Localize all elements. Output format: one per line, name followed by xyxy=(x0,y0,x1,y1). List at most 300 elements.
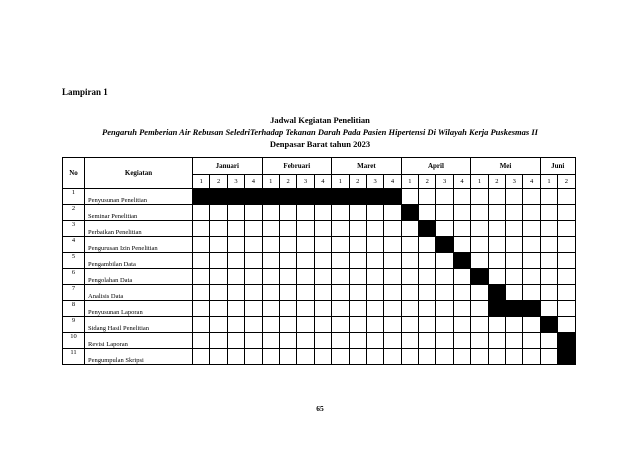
schedule-cell xyxy=(349,237,366,253)
schedule-cell xyxy=(193,269,210,285)
schedule-cell xyxy=(506,221,523,237)
schedule-cell-filled xyxy=(332,189,349,205)
row-number: 11 xyxy=(63,349,85,365)
week-header: 3 xyxy=(297,175,314,189)
week-header: 2 xyxy=(419,175,436,189)
schedule-cell xyxy=(366,269,383,285)
schedule-cell xyxy=(245,285,262,301)
schedule-cell xyxy=(419,237,436,253)
schedule-cell xyxy=(314,237,331,253)
schedule-cell xyxy=(227,205,244,221)
schedule-cell xyxy=(314,285,331,301)
table-row xyxy=(63,301,576,317)
schedule-cell xyxy=(314,301,331,317)
schedule-cell xyxy=(314,349,331,365)
schedule-cell xyxy=(506,285,523,301)
schedule-cell xyxy=(419,333,436,349)
schedule-cell xyxy=(349,349,366,365)
schedule-cell-filled xyxy=(471,269,488,285)
activity-name: Pengumpulan Skripsi xyxy=(85,349,193,365)
schedule-cell xyxy=(262,237,279,253)
schedule-cell xyxy=(453,333,470,349)
schedule-cell xyxy=(227,317,244,333)
week-header: 3 xyxy=(227,175,244,189)
activity-name: Perbaikan Penelitian xyxy=(85,221,193,237)
schedule-cell xyxy=(436,333,453,349)
schedule-cell xyxy=(506,349,523,365)
schedule-cell xyxy=(384,285,401,301)
schedule-cell-filled xyxy=(523,301,540,317)
schedule-cell xyxy=(419,285,436,301)
month-header-row xyxy=(63,158,576,175)
schedule-cell xyxy=(210,317,227,333)
schedule-cell xyxy=(193,333,210,349)
schedule-cell xyxy=(419,269,436,285)
schedule-cell xyxy=(210,301,227,317)
week-header: 1 xyxy=(193,175,210,189)
schedule-cell xyxy=(436,301,453,317)
schedule-cell-filled xyxy=(558,349,575,365)
schedule-cell xyxy=(297,237,314,253)
schedule-cell xyxy=(193,301,210,317)
schedule-cell xyxy=(297,253,314,269)
schedule-cell xyxy=(384,205,401,221)
schedule-cell xyxy=(210,221,227,237)
schedule-cell xyxy=(262,301,279,317)
schedule-cell xyxy=(314,317,331,333)
schedule-cell xyxy=(471,301,488,317)
schedule-cell xyxy=(227,349,244,365)
schedule-cell xyxy=(523,205,540,221)
schedule-cell xyxy=(384,237,401,253)
schedule-cell xyxy=(401,285,418,301)
schedule-cell xyxy=(227,269,244,285)
schedule-cell xyxy=(401,237,418,253)
table-row xyxy=(63,189,576,205)
schedule-cell xyxy=(506,237,523,253)
schedule-title: Jadwal Kegiatan Penelitian xyxy=(270,115,370,125)
row-number: 6 xyxy=(63,269,85,285)
schedule-cell xyxy=(279,333,296,349)
schedule-cell xyxy=(436,253,453,269)
activity-name: Analisis Data xyxy=(85,285,193,301)
schedule-cell xyxy=(297,333,314,349)
month-header: Maret xyxy=(332,158,402,175)
schedule-cell-filled xyxy=(262,189,279,205)
week-header: 2 xyxy=(558,175,575,189)
schedule-cell xyxy=(523,237,540,253)
table-row xyxy=(63,285,576,301)
schedule-cell xyxy=(245,269,262,285)
research-title: Pengaruh Pemberian Air Rebusan SeledriTerhadap Tekanan Darah Pada Pasien Hipertensi Di Wilayah Kerja Puskesmas II xyxy=(102,127,538,137)
row-number: 3 xyxy=(63,221,85,237)
schedule-cell xyxy=(384,301,401,317)
schedule-cell-filled xyxy=(279,189,296,205)
schedule-cell xyxy=(332,317,349,333)
schedule-cell xyxy=(314,221,331,237)
week-header: 1 xyxy=(540,175,557,189)
schedule-cell xyxy=(471,349,488,365)
schedule-cell xyxy=(210,269,227,285)
schedule-cell-filled xyxy=(540,317,557,333)
schedule-cell xyxy=(540,237,557,253)
schedule-cell xyxy=(332,333,349,349)
week-header: 4 xyxy=(453,175,470,189)
schedule-cell xyxy=(540,333,557,349)
schedule-cell xyxy=(279,317,296,333)
schedule-cell xyxy=(558,301,575,317)
schedule-cell-filled xyxy=(419,221,436,237)
row-number: 10 xyxy=(63,333,85,349)
schedule-cell-filled xyxy=(245,189,262,205)
schedule-cell xyxy=(540,285,557,301)
schedule-cell xyxy=(245,221,262,237)
schedule-cell xyxy=(262,349,279,365)
schedule-cell xyxy=(558,205,575,221)
schedule-cell xyxy=(366,349,383,365)
schedule-cell xyxy=(384,349,401,365)
schedule-cell xyxy=(488,205,505,221)
schedule-cell xyxy=(332,253,349,269)
schedule-cell xyxy=(279,269,296,285)
schedule-cell xyxy=(419,301,436,317)
activity-name: Pengambilan Data xyxy=(85,253,193,269)
schedule-cell-filled xyxy=(506,301,523,317)
schedule-cell xyxy=(401,301,418,317)
schedule-cell xyxy=(453,189,470,205)
schedule-cell xyxy=(193,253,210,269)
table-row xyxy=(63,333,576,349)
schedule-cell xyxy=(540,221,557,237)
schedule-cell xyxy=(506,317,523,333)
schedule-cell xyxy=(366,317,383,333)
schedule-cell xyxy=(523,285,540,301)
schedule-cell xyxy=(436,269,453,285)
schedule-cell xyxy=(332,221,349,237)
schedule-cell xyxy=(384,221,401,237)
schedule-cell xyxy=(471,253,488,269)
schedule-cell xyxy=(453,317,470,333)
schedule-cell xyxy=(210,349,227,365)
schedule-cell xyxy=(366,221,383,237)
schedule-cell xyxy=(349,317,366,333)
schedule-cell-filled xyxy=(210,189,227,205)
activity-name: Pengurusan Izin Penelitian xyxy=(85,237,193,253)
schedule-cell xyxy=(210,205,227,221)
schedule-cell xyxy=(366,253,383,269)
schedule-cell-filled xyxy=(558,333,575,349)
week-header: 2 xyxy=(279,175,296,189)
schedule-cell xyxy=(488,269,505,285)
week-header: 3 xyxy=(436,175,453,189)
schedule-cell xyxy=(245,333,262,349)
schedule-cell xyxy=(210,285,227,301)
schedule-cell xyxy=(262,317,279,333)
week-header: 3 xyxy=(366,175,383,189)
schedule-cell xyxy=(558,317,575,333)
schedule-cell xyxy=(453,269,470,285)
row-number: 7 xyxy=(63,285,85,301)
schedule-cell xyxy=(227,221,244,237)
schedule-cell xyxy=(401,317,418,333)
schedule-cell xyxy=(227,253,244,269)
schedule-cell xyxy=(540,349,557,365)
row-number: 4 xyxy=(63,237,85,253)
research-title-line2: Denpasar Barat tahun 2023 xyxy=(269,139,371,149)
week-header: 4 xyxy=(245,175,262,189)
schedule-cell xyxy=(193,285,210,301)
schedule-cell xyxy=(314,333,331,349)
schedule-cell xyxy=(558,221,575,237)
schedule-cell-filled xyxy=(349,189,366,205)
schedule-cell xyxy=(540,189,557,205)
schedule-cell xyxy=(245,237,262,253)
schedule-cell xyxy=(227,237,244,253)
schedule-cell-filled xyxy=(453,253,470,269)
schedule-cell xyxy=(262,221,279,237)
schedule-cell xyxy=(488,349,505,365)
table-row xyxy=(63,317,576,333)
schedule-cell xyxy=(332,237,349,253)
schedule-cell xyxy=(297,349,314,365)
activity-name: Penyusunan Penelitian xyxy=(85,189,193,205)
schedule-cell xyxy=(297,221,314,237)
schedule-cell xyxy=(523,253,540,269)
schedule-cell xyxy=(419,205,436,221)
schedule-cell-filled xyxy=(366,189,383,205)
schedule-cell xyxy=(245,253,262,269)
schedule-cell xyxy=(436,205,453,221)
schedule-cell xyxy=(245,349,262,365)
week-header: 1 xyxy=(401,175,418,189)
schedule-cell xyxy=(384,317,401,333)
schedule-cell xyxy=(262,269,279,285)
schedule-cell xyxy=(558,189,575,205)
row-number: 8 xyxy=(63,301,85,317)
schedule-cell xyxy=(401,269,418,285)
schedule-cell xyxy=(453,237,470,253)
schedule-cell xyxy=(540,269,557,285)
schedule-cell xyxy=(210,237,227,253)
schedule-cell xyxy=(401,189,418,205)
schedule-cell xyxy=(401,349,418,365)
schedule-cell xyxy=(558,285,575,301)
schedule-cell xyxy=(262,285,279,301)
schedule-cell xyxy=(245,301,262,317)
schedule-cell xyxy=(210,253,227,269)
schedule-cell xyxy=(471,237,488,253)
week-header: 4 xyxy=(314,175,331,189)
schedule-cell xyxy=(471,333,488,349)
page-number: 65 xyxy=(316,404,324,413)
month-header: Juni xyxy=(540,158,575,175)
schedule-cell xyxy=(506,205,523,221)
table-row xyxy=(63,205,576,221)
schedule-cell xyxy=(453,205,470,221)
row-number: 9 xyxy=(63,317,85,333)
month-header: Januari xyxy=(193,158,263,175)
week-header: 1 xyxy=(332,175,349,189)
activity-name: Pengolahan Data xyxy=(85,269,193,285)
month-header: Mei xyxy=(471,158,541,175)
schedule-cell xyxy=(471,221,488,237)
schedule-cell xyxy=(314,253,331,269)
schedule-cell xyxy=(314,269,331,285)
schedule-cell xyxy=(436,221,453,237)
schedule-cell xyxy=(419,189,436,205)
schedule-cell-filled xyxy=(227,189,244,205)
schedule-cell xyxy=(349,269,366,285)
schedule-cell xyxy=(279,285,296,301)
schedule-cell xyxy=(349,301,366,317)
schedule-cell xyxy=(279,349,296,365)
schedule-cell xyxy=(332,205,349,221)
schedule-cell xyxy=(471,189,488,205)
schedule-cell xyxy=(488,317,505,333)
schedule-cell xyxy=(436,349,453,365)
activity-name: Revisi Laporan xyxy=(85,333,193,349)
schedule-cell xyxy=(297,301,314,317)
week-header: 4 xyxy=(384,175,401,189)
schedule-cell xyxy=(540,253,557,269)
schedule-cell xyxy=(279,253,296,269)
schedule-cell xyxy=(558,269,575,285)
schedule-cell xyxy=(506,189,523,205)
row-number: 1 xyxy=(63,189,85,205)
schedule-cell-filled xyxy=(436,237,453,253)
schedule-cell xyxy=(419,349,436,365)
schedule-cell xyxy=(193,317,210,333)
schedule-cell xyxy=(297,285,314,301)
week-header: 1 xyxy=(471,175,488,189)
schedule-cell xyxy=(488,221,505,237)
schedule-cell xyxy=(227,285,244,301)
schedule-cell xyxy=(523,221,540,237)
schedule-cell xyxy=(349,285,366,301)
schedule-cell xyxy=(471,205,488,221)
schedule-cell xyxy=(193,221,210,237)
schedule-cell-filled xyxy=(488,285,505,301)
appendix-label: Lampiran 1 xyxy=(62,87,108,97)
row-number: 2 xyxy=(63,205,85,221)
schedule-cell xyxy=(279,301,296,317)
schedule-cell xyxy=(384,333,401,349)
schedule-cell xyxy=(227,333,244,349)
activity-name: Penyusunan Laporan xyxy=(85,301,193,317)
week-header: 4 xyxy=(523,175,540,189)
schedule-cell xyxy=(314,205,331,221)
schedule-cell xyxy=(210,333,227,349)
schedule-cell xyxy=(436,317,453,333)
month-header: Februari xyxy=(262,158,332,175)
schedule-cell xyxy=(523,189,540,205)
schedule-cell-filled xyxy=(297,189,314,205)
schedule-cell xyxy=(401,221,418,237)
schedule-cell xyxy=(245,205,262,221)
schedule-cell xyxy=(297,317,314,333)
schedule-cell xyxy=(506,333,523,349)
schedule-cell xyxy=(279,221,296,237)
month-header: April xyxy=(401,158,471,175)
schedule-cell xyxy=(453,221,470,237)
schedule-cell xyxy=(488,253,505,269)
schedule-cell xyxy=(332,349,349,365)
schedule-cell-filled xyxy=(384,189,401,205)
schedule-cell xyxy=(558,237,575,253)
schedule-cell xyxy=(506,253,523,269)
schedule-cell xyxy=(540,205,557,221)
schedule-cell xyxy=(332,269,349,285)
schedule-cell xyxy=(384,269,401,285)
table-row xyxy=(63,253,576,269)
schedule-cell xyxy=(401,253,418,269)
schedule-cell xyxy=(366,237,383,253)
schedule-cell xyxy=(436,189,453,205)
schedule-cell xyxy=(366,205,383,221)
schedule-cell xyxy=(262,253,279,269)
schedule-cell-filled xyxy=(401,205,418,221)
schedule-cell xyxy=(332,301,349,317)
schedule-cell xyxy=(245,317,262,333)
table-row xyxy=(63,349,576,365)
schedule-cell xyxy=(523,349,540,365)
schedule-cell xyxy=(349,253,366,269)
schedule-cell xyxy=(488,237,505,253)
schedule-cell xyxy=(279,205,296,221)
schedule-cell-filled xyxy=(193,189,210,205)
schedule-cell xyxy=(401,333,418,349)
schedule-cell xyxy=(453,285,470,301)
schedule-cell xyxy=(523,269,540,285)
schedule-cell xyxy=(193,349,210,365)
schedule-cell xyxy=(193,205,210,221)
schedule-cell xyxy=(506,269,523,285)
schedule-cell xyxy=(349,205,366,221)
schedule-cell xyxy=(540,301,557,317)
schedule-cell xyxy=(558,253,575,269)
schedule-cell xyxy=(366,285,383,301)
schedule-cell xyxy=(262,205,279,221)
schedule-cell xyxy=(193,237,210,253)
schedule-cell xyxy=(523,333,540,349)
activity-name: Seminar Penelitian xyxy=(85,205,193,221)
table-row xyxy=(63,221,576,237)
schedule-cell xyxy=(384,253,401,269)
header-kegiatan: Kegiatan xyxy=(85,158,193,189)
schedule-cell xyxy=(488,189,505,205)
week-header: 2 xyxy=(488,175,505,189)
schedule-cell xyxy=(366,333,383,349)
activity-name: Sidang Hasil Penelitian xyxy=(85,317,193,333)
schedule-cell xyxy=(297,205,314,221)
row-number: 5 xyxy=(63,253,85,269)
schedule-cell xyxy=(366,301,383,317)
schedule-cell xyxy=(453,349,470,365)
schedule-table xyxy=(62,157,576,365)
schedule-cell xyxy=(332,285,349,301)
table-row xyxy=(63,269,576,285)
schedule-cell xyxy=(419,317,436,333)
schedule-cell xyxy=(488,333,505,349)
week-header: 1 xyxy=(262,175,279,189)
schedule-cell-filled xyxy=(314,189,331,205)
schedule-cell xyxy=(279,237,296,253)
schedule-cell xyxy=(349,333,366,349)
table-row xyxy=(63,237,576,253)
schedule-cell xyxy=(471,317,488,333)
week-header: 2 xyxy=(349,175,366,189)
week-header: 3 xyxy=(506,175,523,189)
